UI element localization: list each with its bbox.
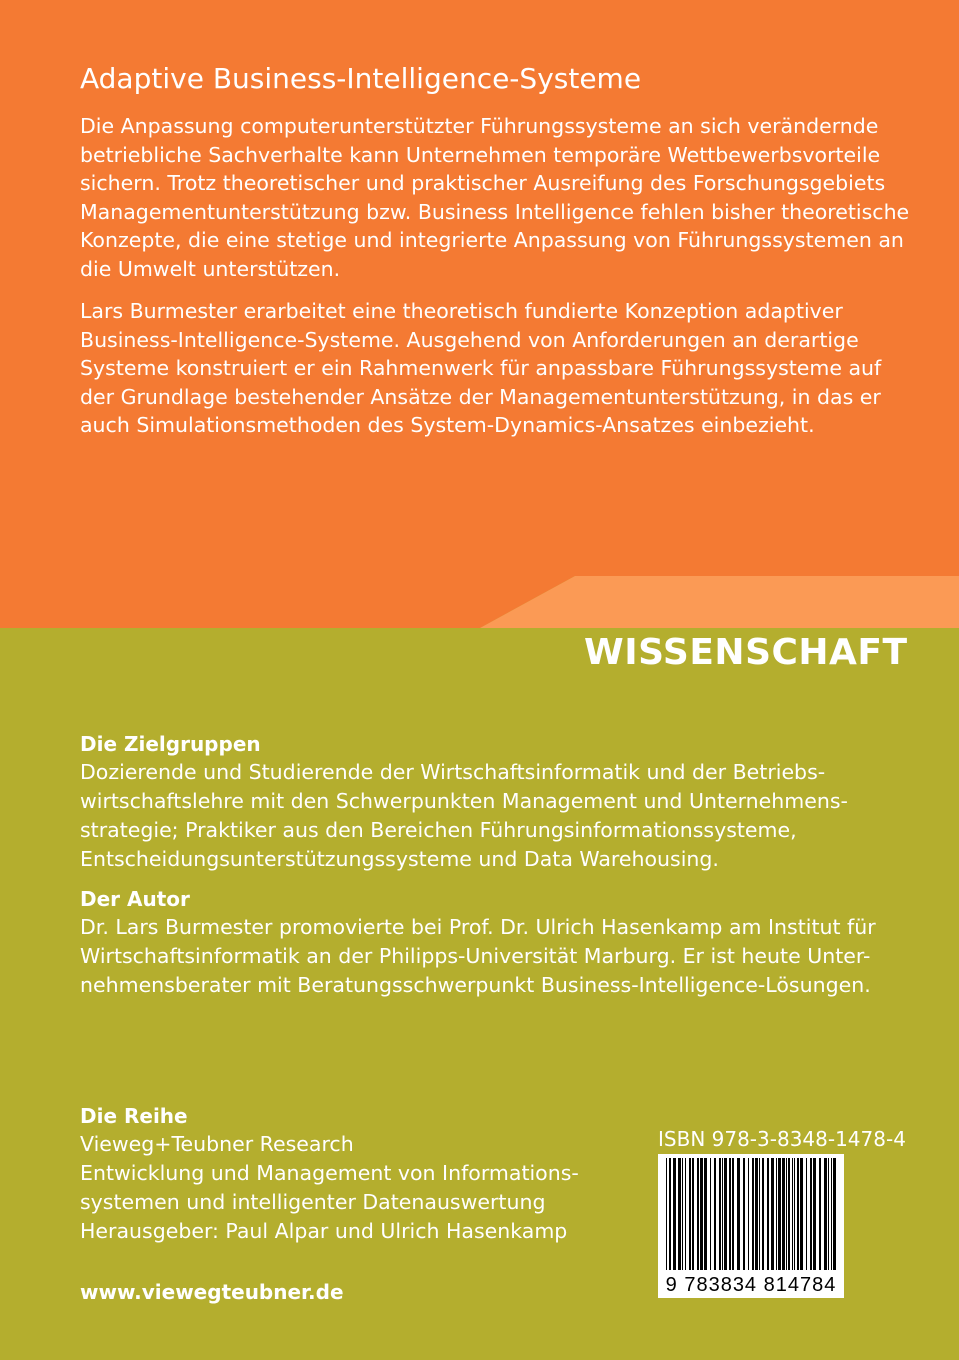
- barcode-bar: [669, 1158, 671, 1270]
- barcode-bar: [737, 1158, 740, 1270]
- series-brand-label: WISSENSCHAFT: [584, 632, 908, 673]
- barcode: [658, 1154, 844, 1298]
- barcode-bar: [806, 1158, 807, 1270]
- text-line: Konzepte, die eine stetige und integrierte Anpassung von Führungssystemen an: [80, 228, 904, 253]
- text-line: sichern. Trotz theoretischer und praktischer Ausreifung des Forschungsgebiets: [80, 171, 886, 196]
- barcode-bar: [752, 1158, 754, 1270]
- barcode-bar: [778, 1158, 781, 1270]
- description-paragraph-2: [80, 297, 910, 440]
- text-line: systemen und intelligenter Datenauswertung: [80, 1190, 546, 1214]
- text-line: Entscheidungsunterstützungssysteme und Data Warehousing.: [80, 847, 719, 871]
- zielgruppen-body: [80, 758, 910, 874]
- text-line: Wirtschaftsinformatik an der Philipps-Universität Marburg. Er ist heute Unter-: [80, 944, 871, 968]
- barcode-bar: [732, 1158, 734, 1270]
- barcode-bar: [788, 1158, 790, 1270]
- isbn-label: ISBN 978-3-8348-1478-4: [658, 1127, 906, 1151]
- barcode-bar: [810, 1158, 812, 1270]
- zielgruppen-heading: Die Zielgruppen: [80, 732, 261, 756]
- barcode-bar: [714, 1158, 716, 1270]
- text-line: Die Anpassung computerunterstützter Führungssysteme an sich verändernde: [80, 114, 879, 138]
- barcode-bar: [697, 1158, 699, 1270]
- barcode-bar: [755, 1158, 758, 1270]
- barcode-bar: [743, 1158, 745, 1270]
- barcode-bar: [831, 1158, 832, 1270]
- barcode-bar: [689, 1158, 691, 1270]
- text-line: strategie; Praktiker aus den Bereichen Führungsinformationssysteme,: [80, 818, 797, 842]
- barcode-bar: [762, 1158, 764, 1270]
- barcode-bar: [794, 1158, 795, 1270]
- text-line: auch Simulationsmethoden des System-Dynamics-Ansatzes einbezieht.: [80, 413, 815, 438]
- text-line: Business-Intelligence-Systeme. Ausgehend von Anforderungen an derartige: [80, 327, 859, 352]
- text-line: Lars Burmester erarbeitet eine theoretisch fundierte Konzeption adaptiver: [80, 299, 843, 323]
- barcode-bar: [710, 1158, 711, 1270]
- barcode-bar: [678, 1158, 681, 1270]
- barcode-bar: [748, 1158, 749, 1270]
- text-line: Managementunterstützung bzw. Business Intelligence fehlen bisher theoretische: [80, 199, 910, 224]
- text-line: wirtschaftslehre mit den Schwerpunkten Management und Unternehmens-: [80, 789, 848, 813]
- barcode-bar: [824, 1158, 827, 1270]
- text-line: Dr. Lars Burmester promovierte bei Prof. Dr. Ulrich Hasenkamp am Institut für: [80, 915, 876, 939]
- text-line: Entwicklung und Management von Informations-: [80, 1161, 579, 1185]
- reihe-heading: Die Reihe: [80, 1104, 188, 1128]
- barcode-bar: [704, 1158, 707, 1270]
- barcode-bar: [833, 1158, 836, 1270]
- zielgruppen-section: [80, 730, 910, 874]
- text-line: Vieweg+Teubner Research: [80, 1132, 354, 1156]
- autor-heading: Der Autor: [80, 887, 190, 911]
- text-line: Herausgeber: Paul Alpar und Ulrich Hasenkamp: [80, 1219, 568, 1243]
- barcode-bar: [682, 1158, 683, 1270]
- autor-section: [80, 885, 910, 1000]
- autor-body: [80, 913, 910, 1000]
- publisher-url[interactable]: www.viewegteubner.de: [80, 1280, 344, 1304]
- text-line: Dozierende und Studierende der Wirtschaftsinformatik und der Betriebs-: [80, 760, 826, 784]
- description-paragraph-1: [80, 112, 910, 284]
- book-title: Adaptive Business-Intelligence-Systeme: [80, 62, 642, 95]
- barcode-bar: [819, 1158, 821, 1270]
- barcode-bar: [797, 1158, 799, 1270]
- text-line: nehmensberater mit Beratungsschwerpunkt Business-Intelligence-Lösungen.: [80, 973, 871, 997]
- barcode-bar: [767, 1158, 769, 1270]
- barcode-bar: [800, 1158, 803, 1270]
- barcode-bar: [792, 1158, 793, 1270]
- barcode-number: 9 783834 814784: [665, 1274, 837, 1296]
- barcode-bar: [828, 1158, 829, 1270]
- text-line: Systeme konstruiert er ein Rahmenwerk für anpassbare Führungssysteme auf: [80, 356, 882, 381]
- text-line: die Umwelt unterstützen.: [80, 256, 341, 281]
- barcode-bar: [771, 1158, 774, 1270]
- barcode-bar: [719, 1158, 721, 1270]
- barcode-bar: [722, 1158, 723, 1270]
- barcode-bar: [729, 1158, 731, 1270]
- barcode-bar: [786, 1158, 787, 1270]
- barcode-bar: [666, 1158, 667, 1270]
- barcode-bar: [776, 1158, 777, 1270]
- barcode-bar: [673, 1158, 676, 1270]
- text-line: der Grundlage bestehender Ansätze der Managementunterstützung, in das er: [80, 384, 881, 409]
- barcode-bar: [692, 1158, 694, 1270]
- text-line: betriebliche Sachverhalte kann Unternehmen temporäre Wettbewerbsvorteile: [80, 142, 881, 167]
- barcode-bar: [813, 1158, 816, 1270]
- barcode-bar: [724, 1158, 727, 1270]
- barcode-bar: [700, 1158, 703, 1270]
- barcode-bar: [759, 1158, 760, 1270]
- barcode-bar: [685, 1158, 686, 1270]
- barcode-bar: [782, 1158, 785, 1270]
